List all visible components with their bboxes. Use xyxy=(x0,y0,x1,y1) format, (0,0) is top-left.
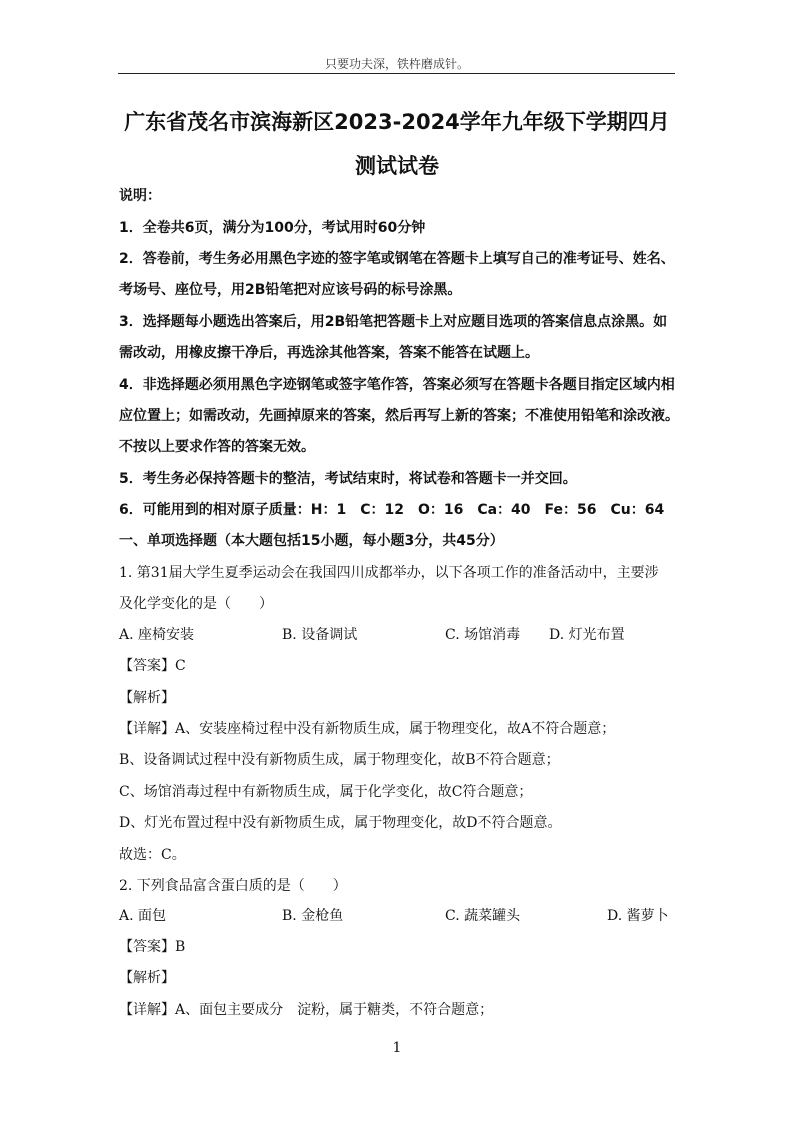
instructions-heading: 说明： xyxy=(119,188,161,204)
instruction-item-1: 1．全卷共6页，满分为100分，考试用时60分钟 xyxy=(119,220,426,236)
header-divider xyxy=(118,73,675,74)
instruction-item-3-line-2: 需改动，用橡皮擦干净后，再选涂其他答案，答案不能答在试题上。 xyxy=(119,345,539,361)
question-1-analysis-label: 【解析】 xyxy=(119,690,175,706)
page-number: 1 xyxy=(392,1040,402,1056)
question-1-detail-line-1: 【详解】A、安装座椅过程中没有新物质生成，属于物理变化，故A不符合题意； xyxy=(119,721,616,737)
question-2-stem: 2. 下列食品富含蛋白质的是（ ） xyxy=(119,878,347,894)
question-1-conclusion: 故选：C。 xyxy=(119,847,186,863)
question-1-option-c: C. 场馆消毒 xyxy=(445,627,521,643)
instruction-item-6: 6．可能用到的相对原子质量：H：1 C：12 O：16 Ca：40 Fe：56 Cu：64 xyxy=(119,502,665,518)
question-1-detail-line-2: B、设备调试过程中没有新物质生成，属于物理变化，故B不符合题意； xyxy=(119,752,560,768)
question-1-detail-line-4: D、灯光布置过程中没有新物质生成，属于物理变化，故D不符合题意。 xyxy=(119,815,562,831)
question-1-answer: 【答案】C xyxy=(119,658,186,674)
question-2-analysis-label: 【解析】 xyxy=(119,970,175,986)
page-title-line-2: 测试试卷 xyxy=(355,154,439,178)
page-title-line-1: 广东省茂名市滨海新区2023-2024学年九年级下学期四月 xyxy=(124,110,670,134)
question-1-option-a: A. 座椅安装 xyxy=(119,627,195,643)
question-2-option-b: B. 金枪鱼 xyxy=(282,908,344,924)
instruction-item-4-line-1: 4．非选择题必须用黑色字迹钢笔或签字笔作答，答案必须写在答题卡各题目指定区域内相 xyxy=(119,377,675,393)
question-2-option-c: C. 蔬菜罐头 xyxy=(445,908,521,924)
header-motto: 只要功夫深，铁杵磨成针。 xyxy=(324,57,469,71)
question-2-detail-line-1: 【详解】A、面包主要成分 淀粉，属于糖类，不符合题意； xyxy=(119,1002,494,1018)
instruction-item-4-line-3: 不按以上要求作答的答案无效。 xyxy=(119,439,315,455)
question-1-option-b: B. 设备调试 xyxy=(282,627,358,643)
question-1-stem-line-1: 1. 第31届大学生夏季运动会在我国四川成都举办，以下各项工作的准备活动中，主要涉 xyxy=(119,565,659,581)
question-1-option-d: D. 灯光布置 xyxy=(549,627,625,643)
instruction-item-2-line-2: 考场号、座位号，用2B铅笔把对应该号码的标号涂黑。 xyxy=(119,282,462,298)
instruction-item-3-line-1: 3．选择题每小题选出答案后，用2B铅笔把答题卡上对应题目选项的答案信息点涂黑。如 xyxy=(119,314,668,330)
instruction-item-5: 5．考生务必保持答题卡的整洁，考试结束时，将试卷和答题卡一并交回。 xyxy=(119,471,577,487)
question-2-option-a: A. 面包 xyxy=(119,908,167,924)
instruction-item-4-line-2: 应位置上；如需改动，先画掉原来的答案，然后再写上新的答案；不准使用铅笔和涂改液。 xyxy=(119,408,679,424)
question-2-answer: 【答案】B xyxy=(119,939,186,955)
question-2-option-d: D. 酱萝卜 xyxy=(607,908,669,924)
instruction-item-2-line-1: 2．答卷前，考生务必用黑色字迹的签字笔或钢笔在答题卡上填写自己的准考证号、姓名、 xyxy=(119,251,675,267)
question-1-stem-line-2: 及化学变化的是（ ） xyxy=(119,596,273,612)
question-1-detail-line-3: C、场馆消毒过程中有新物质生成，属于化学变化，故C符合题意； xyxy=(119,784,533,800)
section-1-heading: 一、单项选择题（本大题包括15小题，每小题3分，共45分） xyxy=(119,533,504,549)
